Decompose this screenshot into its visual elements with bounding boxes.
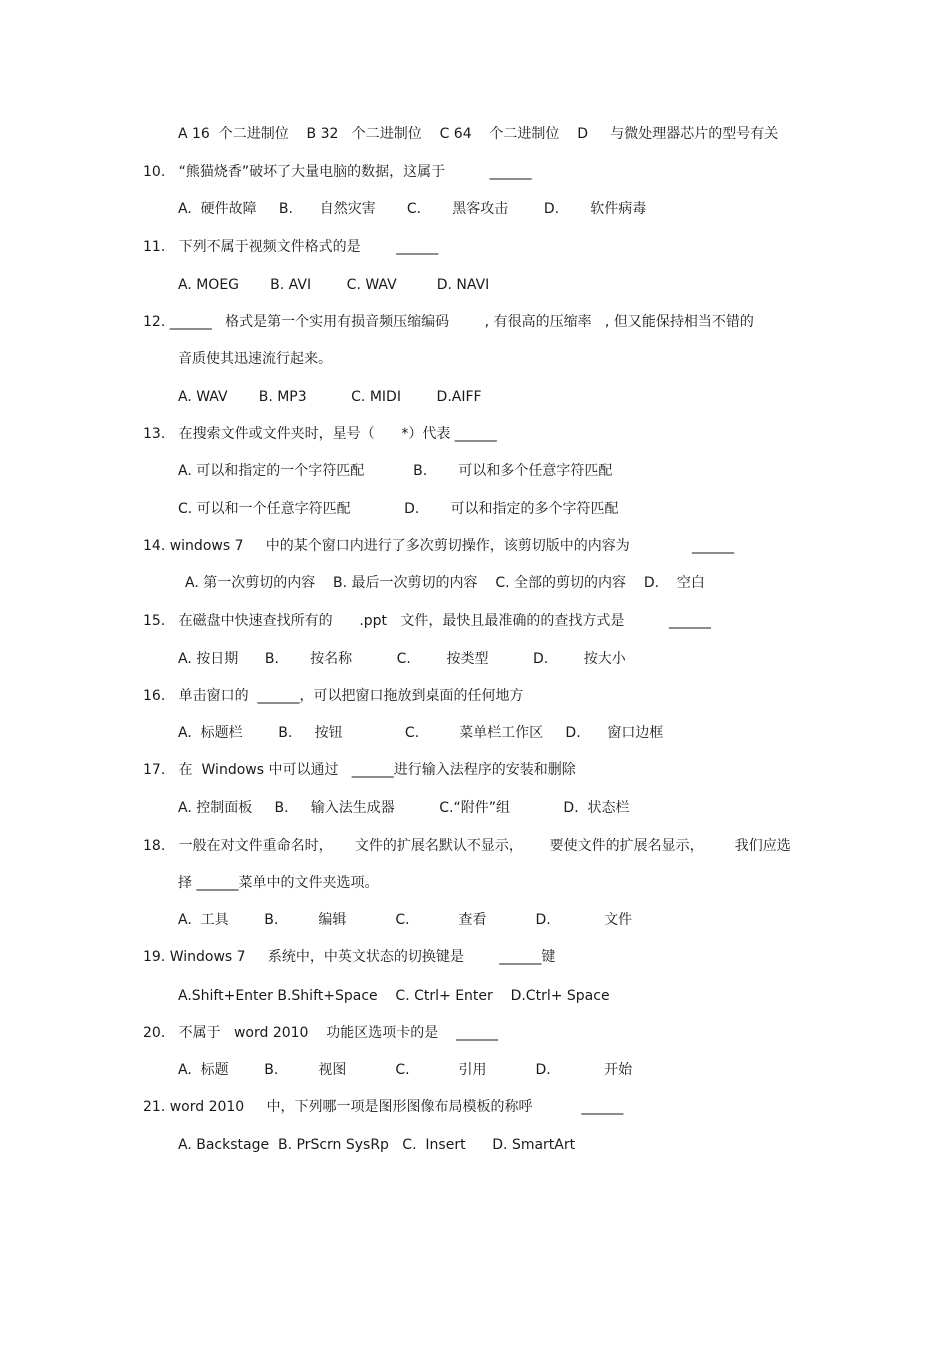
question-20-stem: 20. 不属于 word 2010 功能区选项卡的是 ______ <box>143 1025 499 1041</box>
question-11-options: A. MOEG B. AVI C. WAV D. NAVI <box>178 277 490 293</box>
question-19-options: A.Shift+Enter B.Shift+Space C. Ctrl+ Enter D.Ctrl+ Space <box>178 988 610 1004</box>
question-18-stem: 18. 一般在对文件重命名时， 文件的扩展名默认不显示， 要使文件的扩展名显示， 我们应选 <box>143 838 791 854</box>
question-19-stem: 19. Windows 7 系统中，中英文状态的切换键是 ______键 <box>143 949 556 965</box>
question-16-options: A. 标题栏 B. 按钮 C. 菜单栏工作区 D. 窗口边框 <box>178 725 664 741</box>
question-12-options: A. WAV B. MP3 C. MIDI D.AIFF <box>178 389 482 405</box>
question-10-options: A. 硬件故障 B. 自然灾害 C. 黑客攻击 D. 软件病毒 <box>178 201 647 217</box>
question-16-stem: 16. 单击窗口的 ______，可以把窗口拖放到桌面的任何地方 <box>143 688 524 704</box>
question-21-stem: 21. word 2010 中，下列哪一项是图形图像布局模板的称呼 ______ <box>143 1099 624 1115</box>
question-17-options: A. 控制面板 B. 输入法生成器 C.“附件”组 D. 状态栏 <box>178 800 630 816</box>
question-14-stem: 14. windows 7 中的某个窗口内进行了多次剪切操作，该剪切版中的内容为 ______ <box>143 538 735 554</box>
question-13-options-cd: C. 可以和一个任意字符匹配 D. 可以和指定的多个字符匹配 <box>178 501 619 517</box>
question-13-options-ab: A. 可以和指定的一个字符匹配 B. 可以和多个任意字符匹配 <box>178 463 613 479</box>
question-17-stem: 17. 在 Windows 中可以通过 ______进行输入法程序的安装和删除 <box>143 762 576 778</box>
question-13-stem: 13. 在搜索文件或文件夹时，星号（ *）代表 ______ <box>143 426 497 442</box>
question-10-stem: 10. “熊猫烧香”破坏了大量电脑的数据，这属于 ______ <box>143 164 532 180</box>
question-14-options: A. 第一次剪切的内容 B. 最后一次剪切的内容 C. 全部的剪切的内容 D. 空白 <box>185 575 705 591</box>
question-15-stem: 15. 在磁盘中快速查找所有的 .ppt 文件，最快且最准确的的查找方式是 ______ <box>143 613 711 629</box>
question-15-options: A. 按日期 B. 按名称 C. 按类型 D. 按大小 <box>178 651 626 667</box>
question-12-stem: 12. ______ 格式是第一个实用有损音频压缩编码 , 有很高的压缩率 , 但又能保持相当不错的 <box>143 314 754 330</box>
question-20-options: A. 标题 B. 视图 C. 引用 D. 开始 <box>178 1062 633 1078</box>
question-21-options: A. Backstage B. PrScrn SysRp C. Insert D. SmartArt <box>178 1137 576 1153</box>
question-9-options: A 16 个二进制位 B 32 个二进制位 C 64 个二进制位 D 与微处理器芯片的型号有关 <box>178 126 779 142</box>
question-18-stem-continued: 择 ______菜单中的文件夹选项。 <box>178 875 379 891</box>
question-12-stem-continued: 音质使其迅速流行起来。 <box>178 351 332 367</box>
question-11-stem: 11. 下列不属于视频文件格式的是 ______ <box>143 239 439 255</box>
question-18-options: A. 工具 B. 编辑 C. 查看 D. 文件 <box>178 912 633 928</box>
